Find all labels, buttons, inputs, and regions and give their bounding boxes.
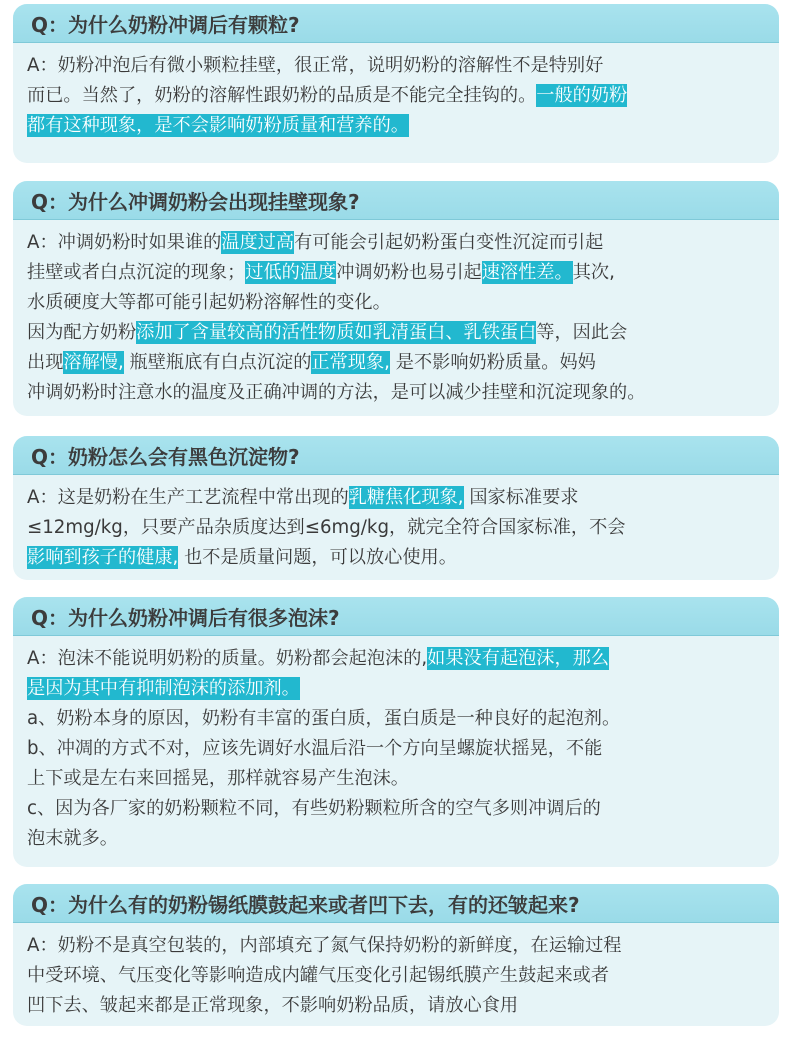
answer-text: 冲调奶粉时注意水的温度及正确冲调的方法，是可以减少挂壁和沉淀现象的。 [27, 382, 646, 403]
answer-text: A：这是奶粉在生产工艺流程中常出现的 [27, 487, 349, 508]
answer-text: 冲调奶粉也易引起 [336, 262, 482, 283]
answer-line [27, 543, 765, 573]
answer-line [27, 318, 765, 348]
answer-text: 是不影响奶粉质量。妈妈 [389, 352, 596, 373]
highlight-text: 溶解慢, [63, 352, 124, 373]
answer-text: 有可能会引起奶粉蛋白变性沉淀而引起 [294, 232, 604, 253]
answer-text: 其次, [572, 262, 615, 283]
answer-text: 因为配方奶粉 [27, 322, 137, 343]
answer-text: 也不是质量问题，可以放心使用。 [178, 547, 457, 568]
question-title: Q：奶粉怎么会有黑色沉淀物? [13, 436, 779, 475]
answer-line [27, 378, 765, 408]
answer-line [27, 931, 765, 961]
answer-line [27, 288, 765, 318]
answer-line [27, 674, 765, 704]
faq-card-foam [13, 597, 779, 867]
answer-text: 国家标准要求 [463, 487, 579, 508]
answer-text: 泡末就多。 [27, 828, 118, 849]
highlight-text: 影响到孩子的健康, [27, 547, 179, 568]
answer-text: c、因为各厂家的奶粉颗粒不同，有些奶粉颗粒所含的空气多则冲调后的 [27, 798, 601, 819]
answer-body [13, 475, 779, 573]
answer-text: A：冲调奶粉时如果谁的 [27, 232, 222, 253]
question-title: Q：为什么冲调奶粉会出现挂壁现象? [13, 181, 779, 220]
answer-text: 水质硬度大等都可能引起奶粉溶解性的变化。 [27, 292, 391, 313]
faq-card-black-sediment [13, 436, 779, 580]
answer-line [27, 644, 765, 674]
answer-body [13, 43, 779, 141]
answer-line [27, 991, 765, 1021]
faq-card-foil-membrane [13, 884, 779, 1026]
answer-line [27, 513, 765, 543]
answer-line [27, 961, 765, 991]
answer-line [27, 794, 765, 824]
highlight-text: 一般的奶粉 [536, 85, 628, 106]
highlight-text: 过低的温度 [245, 262, 337, 283]
question-title: Q：为什么奶粉冲调后有颗粒? [13, 4, 779, 43]
question-title: Q：为什么有的奶粉锡纸膜鼓起来或者凹下去，有的还皱起来? [13, 884, 779, 923]
faq-card-wall-hanging [13, 181, 779, 416]
answer-line [27, 81, 765, 111]
answer-text: b、冲凋的方式不对，应该先调好水温后沿一个方向呈螺旋状摇晃，不能 [27, 738, 603, 759]
answer-text: 瓶壁瓶底有白点沉淀的 [123, 352, 312, 373]
highlight-text: 添加了含量较高的活性物质如乳清蛋白、乳铁蛋白 [136, 322, 537, 343]
answer-body [13, 636, 779, 854]
answer-text: A：奶粉不是真空包装的，内部填充了氮气保持奶粉的新鲜度，在运输过程 [27, 935, 622, 956]
highlight-text: 是因为其中有抑制泡沫的添加剂。 [27, 678, 300, 699]
answer-text: 等，因此会 [536, 322, 628, 343]
highlight-text: 正常现象, [311, 352, 390, 373]
answer-line [27, 111, 765, 141]
answer-text: 而已。当然了，奶粉的溶解性跟奶粉的品质是不能完全挂钩的。 [27, 85, 537, 106]
highlight-text: 如果没有起泡沫，那么 [427, 648, 610, 669]
answer-text: A：奶粉冲泡后有微小颗粒挂壁，很正常，说明奶粉的溶解性不是特别好 [27, 55, 604, 76]
highlight-text: 温度过高 [221, 232, 295, 253]
answer-line [27, 348, 765, 378]
answer-text: A：泡沫不能说明奶粉的质量。奶粉都会起泡沫的, [27, 648, 428, 669]
answer-text: 出现 [27, 352, 64, 373]
answer-body [13, 923, 779, 1021]
answer-text: 凹下去、皱起来都是正常现象，不影响奶粉品质，请放心食用 [27, 995, 519, 1016]
answer-line [27, 704, 765, 734]
question-title: Q：为什么奶粉冲调后有很多泡沫? [13, 597, 779, 636]
answer-text: a、奶粉本身的原因，奶粉有丰富的蛋白质，蛋白质是一种良好的起泡剂。 [27, 708, 621, 729]
answer-text: 上下或是左右来回摇晃，那样就容易产生泡沫。 [27, 768, 409, 789]
answer-line [27, 824, 765, 854]
answer-line [27, 764, 765, 794]
answer-line [27, 258, 765, 288]
highlight-text: 都有这种现象，是不会影响奶粉质量和营养的。 [27, 115, 409, 136]
highlight-text: 乳糖焦化现象, [348, 487, 464, 508]
answer-line [27, 734, 765, 764]
answer-body [13, 220, 779, 408]
answer-text: 挂壁或者白点沉淀的现象； [27, 262, 246, 283]
highlight-text: 速溶性差。 [481, 262, 573, 283]
answer-line [27, 228, 765, 258]
answer-text: 中受环境、气压变化等影响造成内罐气压变化引起锡纸膜产生鼓起来或者 [27, 965, 610, 986]
faq-card-granules [13, 4, 779, 163]
answer-text: ≤12mg/kg，只要产品杂质度达到≤6mg/kg，就完全符合国家标准，不会 [27, 517, 626, 538]
answer-line [27, 483, 765, 513]
answer-line [27, 51, 765, 81]
